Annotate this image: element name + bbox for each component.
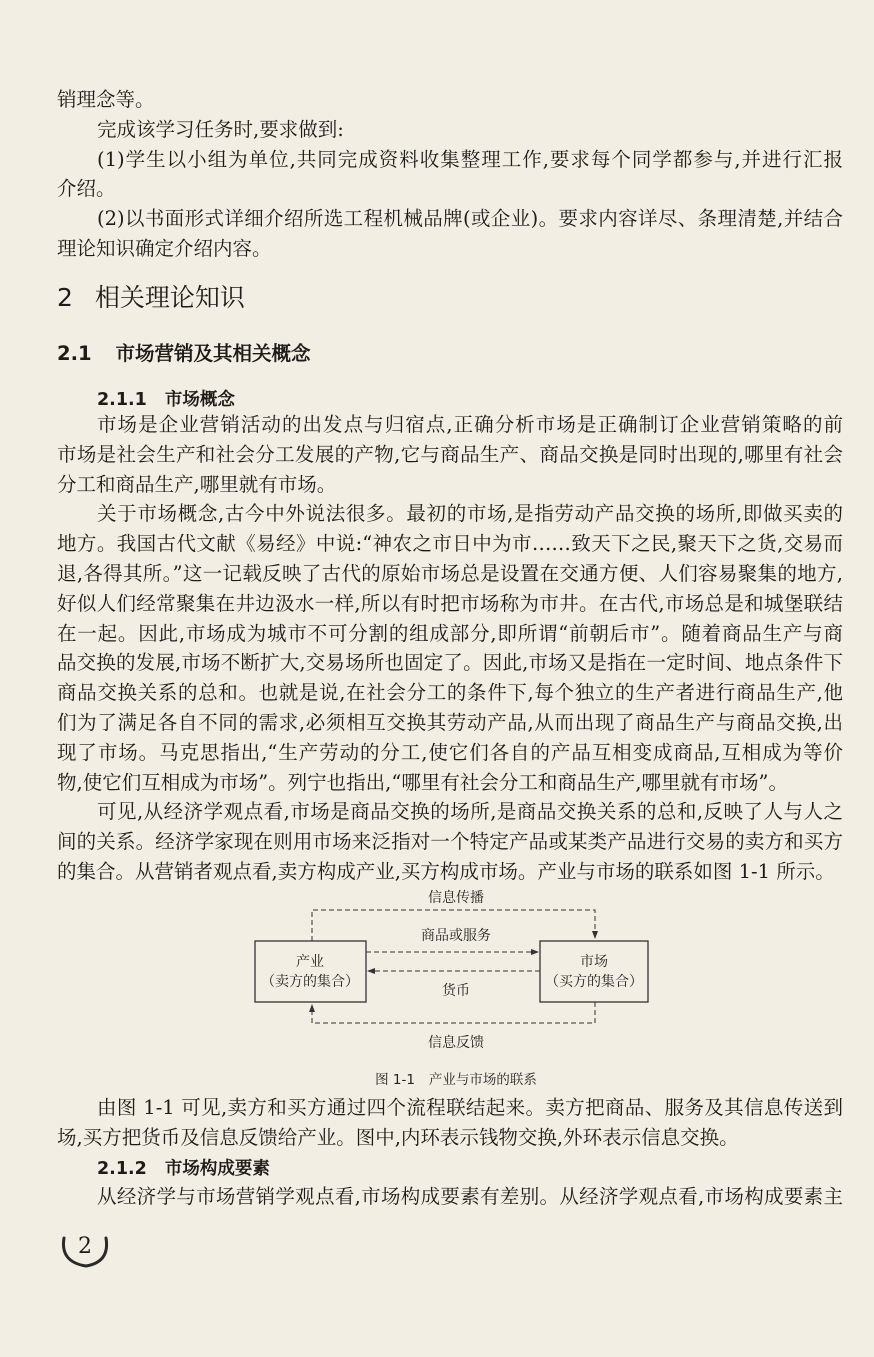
subsubsection-heading-2 (97, 1155, 270, 1180)
market-title: 市场 (580, 954, 608, 970)
text-line: 退,各得其所。”这一记载反映了古代的原始市场总是设置在交通方便、人们容易聚集的地方, (57, 561, 843, 585)
text-line: 现了市场。马克思指出,“生产劳动的分工,使它们各自的产品互相变成商品,互相成为等价 (57, 740, 843, 764)
page-number: 2 (78, 1234, 92, 1259)
market-subtitle: （买方的集合） (545, 974, 643, 990)
text-line: 理论知识确定介绍内容。 (57, 236, 272, 260)
inner-bottom-flow-label: 货币 (442, 983, 470, 999)
section-heading (57, 278, 245, 314)
text-line: 的集合。从营销者观点看,卖方构成产业,买方构成市场。产业与市场的联系如图 1-1 所示。 (57, 859, 835, 883)
page-number-badge (58, 1232, 114, 1272)
industry-box (255, 941, 366, 1002)
caption-number: 图 1-1 (375, 1072, 415, 1088)
text-line: 销理念等。 (57, 88, 155, 111)
info-feedback-arrow (312, 1002, 595, 1023)
text-line: 从经济学与市场营销学观点看,市场构成要素有差别。从经济学观点看,市场构成要素主 (97, 1185, 843, 1208)
text-line: 间的关系。经济学家现在则用市场来泛指对一个特定产品或某类产品进行交易的卖方和买方 (57, 830, 843, 854)
text-line: 品交换的发展,市场不断扩大,交易场所也固定了。因此,市场又是指在一定时间、地点条件下 (57, 651, 843, 675)
subsubsection-number: 2.1.1 (97, 390, 147, 410)
subsubsection-title: 市场构成要素 (164, 1159, 270, 1179)
text-line: 关于市场概念,古今中外说法很多。最初的市场,是指劳动产品交换的场所,即做买卖的 (97, 502, 843, 526)
subsubsection-title: 市场概念 (164, 390, 235, 410)
subsubsection-heading (97, 386, 235, 411)
text-line: (1)学生以小组为单位,共同完成资料收集整理工作,要求每个同学都参与,并进行汇报 (97, 147, 843, 171)
body-text (57, 410, 843, 887)
text-line: 们为了满足各自不同的需求,必须相互交换其劳动产品,从而出现了商品生产与商品交换,出 (57, 710, 843, 734)
text-line: 在一起。因此,市场成为城市不可分割的组成部分,即所谓“前朝后市”。随着商品生产与商 (57, 621, 843, 645)
industry-title: 产业 (296, 954, 324, 970)
section-number: 2 (57, 283, 73, 312)
text-line: 商品交换关系的总和。也就是说,在社会分工的条件下,每个独立的生产者进行商品生产,他 (57, 681, 843, 705)
text-line: 完成该学习任务时,要求做到: (97, 117, 344, 141)
text-line: 由图 1-1 可见,卖方和买方通过四个流程联结起来。卖方把商品、服务及其信息传送到 (97, 1096, 843, 1119)
market-box (540, 941, 648, 1002)
text-line: 市场是企业营销活动的出发点与归宿点,正确分析市场是正确制订企业营销策略的前 (97, 413, 843, 436)
subsubsection-number: 2.1.2 (97, 1159, 147, 1179)
text-line: 市场是社会生产和社会分工发展的产物,它与商品生产、商品交换是同时出现的,哪里有社会 (57, 442, 843, 466)
top-text (57, 85, 843, 264)
text-line: 介绍。 (57, 177, 116, 201)
text-line: 物,使它们互相成为市场”。列宁也指出,“哪里有社会分工和商品生产,哪里就有市场”。 (57, 770, 789, 794)
bottom-flow-label: 信息反馈 (428, 1035, 484, 1051)
figure-diagram (240, 880, 660, 1095)
subsection-heading (57, 338, 311, 366)
figure-caption (375, 1071, 537, 1088)
subsection-number: 2.1 (57, 342, 92, 365)
text-line: 场,买方把货币及信息反馈给产业。图中,内环表示钱物交换,外环表示信息交换。 (57, 1125, 739, 1149)
industry-subtitle: （卖方的集合） (261, 974, 359, 990)
subsection-title: 市场营销及其相关概念 (115, 342, 311, 365)
inner-top-flow-label: 商品或服务 (421, 928, 491, 944)
after-figure-text (57, 1093, 843, 1153)
text-line: 地方。我国古代文献《易经》中说:“神农之市日中为市……致天下之民,聚天下之货,交易而 (57, 532, 843, 556)
section-title: 相关理论知识 (94, 283, 245, 312)
top-flow-label: 信息传播 (428, 890, 484, 906)
text-line: (2)以书面形式详细介绍所选工程机械品牌(或企业)。要求内容详尽、条理清楚,并结合 (97, 207, 843, 231)
text-line: 分工和商品生产,哪里就有市场。 (57, 472, 337, 496)
text-line: 好似人们经常聚集在井边汲水一样,所以有时把市场称为市井。在古代,市场总是和城堡联结 (57, 591, 843, 615)
text-line: 可见,从经济学观点看,市场是商品交换的场所,是商品交换关系的总和,反映了人与人之 (97, 800, 843, 824)
caption-text: 产业与市场的联系 (428, 1072, 537, 1088)
last-text (57, 1182, 843, 1212)
